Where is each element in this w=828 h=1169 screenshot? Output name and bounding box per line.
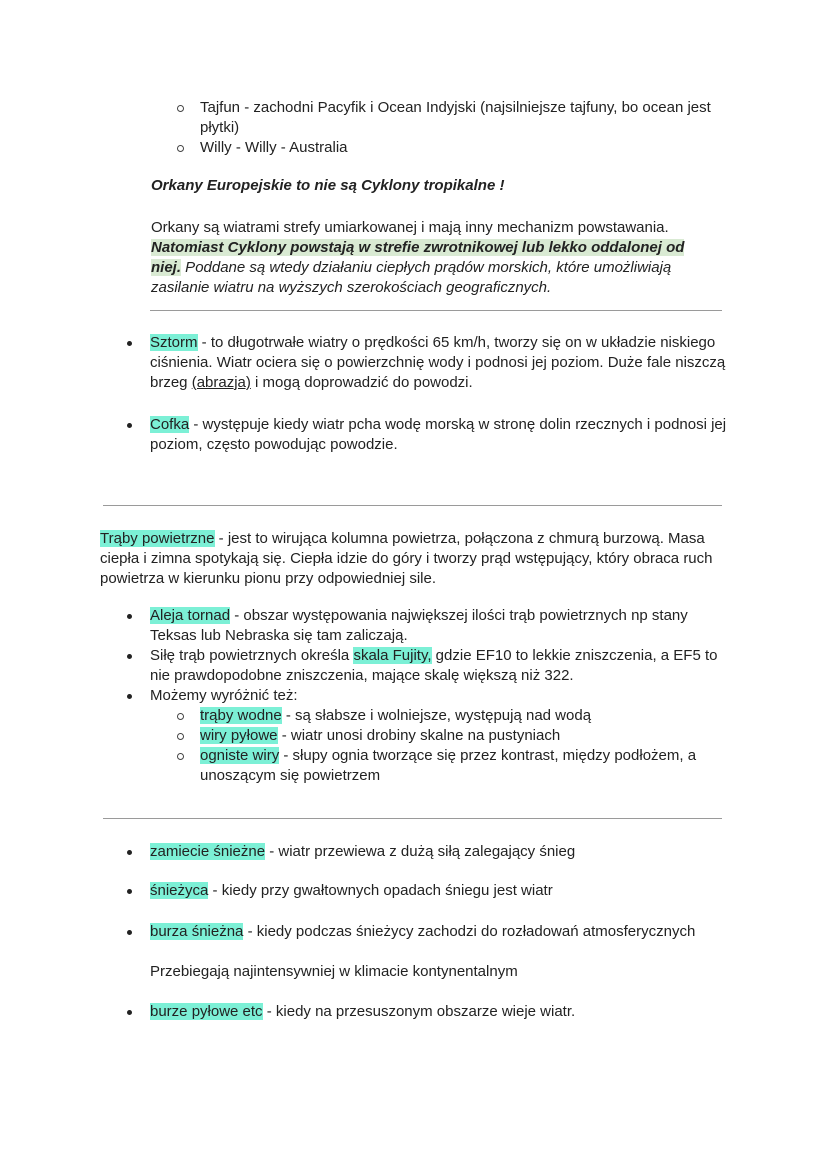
- list-item-more: [150, 686, 725, 786]
- orkany-italic: Poddane są wtedy działaniu ciepłych prądów morskich, które umożliwiają zasilanie wiatru na wyższych szerokościach geograficznych.: [151, 259, 672, 296]
- list-item: Tajfun - zachodni Pacyfik i Ocean Indyjski (najsilniejsze tajfuny, bo ocean jest płytki): [200, 98, 730, 138]
- description: - kiedy przy gwałtownych opadach śniegu jest wiatr: [208, 882, 553, 899]
- term-highlight: ogniste wiry: [200, 747, 280, 764]
- traby-list: [150, 606, 725, 786]
- term-highlight: burze pyłowe etc: [150, 1003, 263, 1020]
- description: - wiatr przewiewa z dużą siłą zalegający śnieg: [265, 843, 576, 860]
- list-item-fujita: [150, 646, 725, 686]
- list-item: [200, 706, 720, 726]
- sea-winds-list: [150, 333, 730, 455]
- term-highlight: zamiecie śnieżne: [150, 843, 266, 860]
- description: - obszar występowania największej ilości trąb powietrznych np stany Teksas lub Nebraska się tam zaliczają.: [150, 607, 688, 644]
- term-highlight: burza śnieżna: [150, 923, 244, 940]
- term-highlight: trąby wodne: [200, 707, 282, 724]
- term-highlight: Cofka: [150, 416, 190, 433]
- dust-list: [150, 1002, 740, 1022]
- term-highlight: Aleja tornad: [150, 607, 231, 624]
- orkany-plain: Orkany są wiatrami strefy umiarkowanej i mają inny mechanizm powstawania.: [151, 219, 669, 236]
- term-highlight: Sztorm: [150, 334, 198, 351]
- list-item-aleja: [150, 606, 725, 646]
- list-item: Willy - Willy - Australia: [200, 138, 730, 158]
- list-item: [150, 881, 740, 901]
- divider: [150, 310, 722, 311]
- orkany-heading: Orkany Europejskie to nie są Cyklony tropikalne !: [151, 177, 505, 194]
- list-item-sztorm: [150, 333, 730, 393]
- list-item: [150, 1002, 740, 1022]
- term-highlight: śnieżyca: [150, 882, 209, 899]
- abrazja-link[interactable]: (abrazja): [191, 374, 251, 391]
- divider: [103, 505, 722, 506]
- list-item: [200, 746, 720, 786]
- term-highlight: Trąby powietrzne: [100, 530, 215, 547]
- description: - są słabsze i wolniejsze, występują nad wodą: [281, 707, 592, 724]
- orkany-bold-highlight: Natomiast Cyklony powstają w strefie zwrotnikowej lub lekko oddalonej od niej.: [151, 239, 685, 276]
- divider: [103, 818, 722, 819]
- description: Siłę trąb powietrznych określa: [150, 647, 354, 664]
- description: - kiedy na przesuszonym obszarze wieje wiatr.: [262, 1003, 576, 1020]
- term-highlight: wiry pyłowe: [200, 727, 278, 744]
- description: i mogą doprowadzić do powodzi.: [250, 374, 473, 391]
- term-highlight: skala Fujity,: [353, 647, 432, 664]
- snow-note: Przebiegają najintensywniej w klimacie kontynentalnym: [150, 963, 518, 980]
- description: gdzie EF10 to lekkie zniszczenia, a EF5 to nie prawdopodobne zniszczenia, mające skalę większą niż 322.: [150, 647, 718, 684]
- description: - wiatr unosi drobiny skalne na pustyniach: [277, 727, 561, 744]
- description: - kiedy podczas śnieżycy zachodzi do rozładowań atmosferycznych: [243, 923, 696, 940]
- description: - to długotrwałe wiatry o prędkości 65 km/h, tworzy się on w układzie niskiego ciśnienia. Wiatr ociera się o powierzchnię wody i podnosi jej poziom. Duże fale niszczą brzeg: [150, 334, 726, 391]
- cyclone-types-list: [200, 98, 730, 158]
- list-item-cofka: [150, 415, 730, 455]
- list-item: [200, 726, 720, 746]
- snow-list: [150, 842, 740, 942]
- description: - występuje kiedy wiatr pcha wodę morską w stronę dolin rzecznych i podnosi jej poziom, często powodując powodzie.: [150, 416, 727, 453]
- description: - słupy ognia tworzące się przez kontrast, między podłożem, a unoszącym się powietrzem: [200, 747, 697, 784]
- list-item: [150, 842, 740, 862]
- description: - jest to wirująca kolumna powietrza, połączona z chmurą burzową. Masa ciepła i zimna spotykają się. Ciepła idzie do góry i tworzy prąd wstępujący, który obraca ruch powietrza w kierunku pionu przy odpowiedniej sile.: [100, 530, 713, 587]
- description: Możemy wyróżnić też:: [150, 687, 298, 704]
- orkany-paragraph: [151, 218, 711, 298]
- list-item: [150, 922, 740, 942]
- traby-paragraph: [100, 529, 730, 589]
